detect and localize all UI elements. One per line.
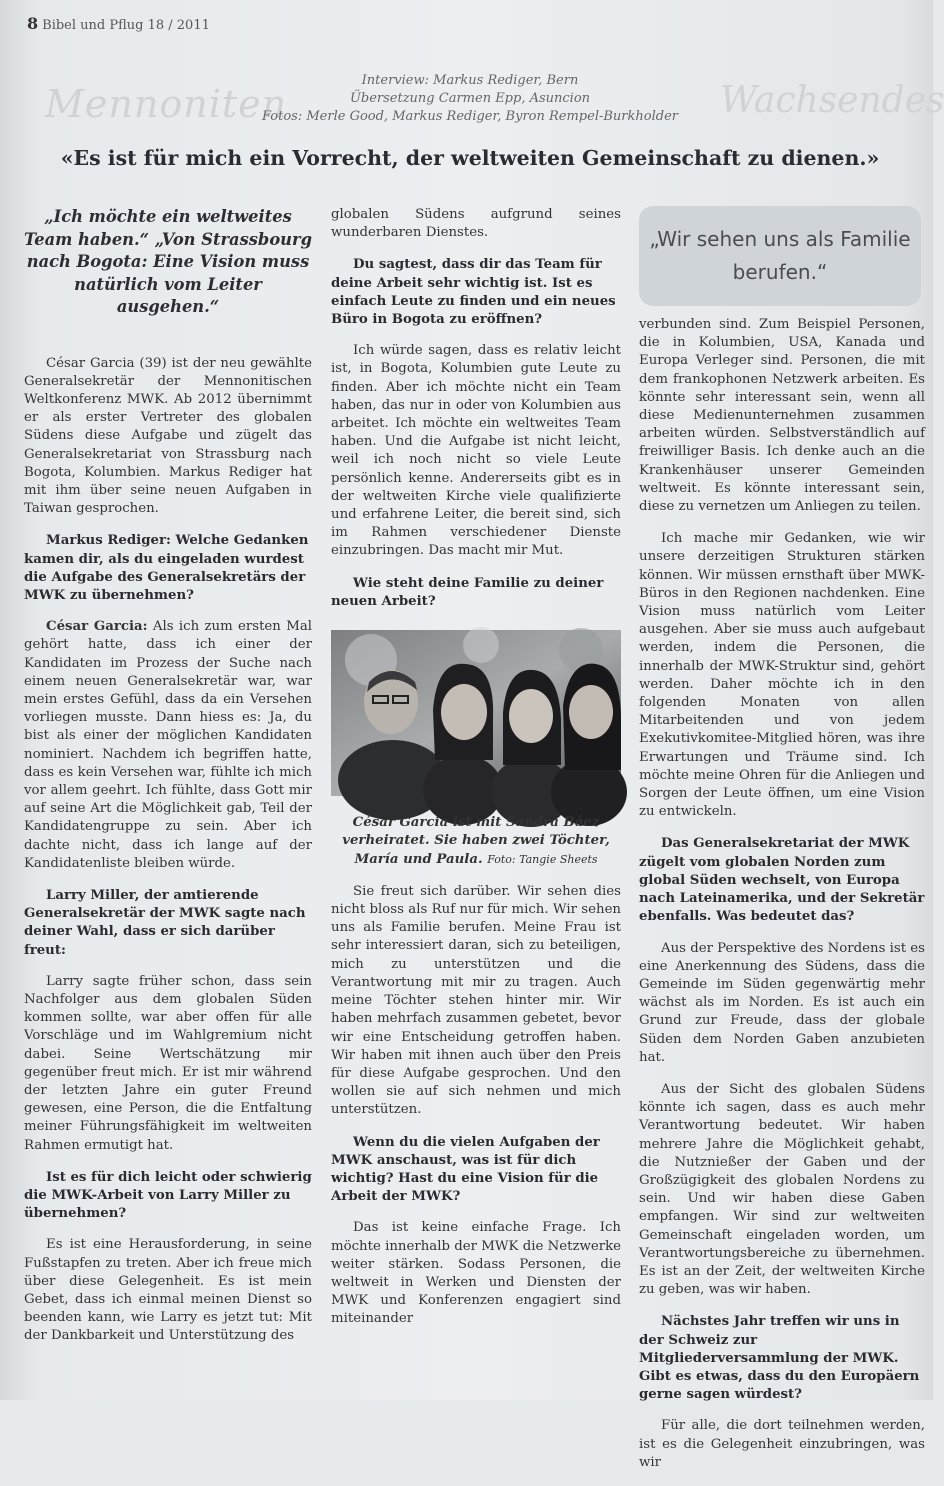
bleed-through-decoration: Mennoniten xyxy=(45,82,288,126)
page-header xyxy=(27,14,210,33)
photo-caption xyxy=(331,814,621,869)
answer-2: Larry sagte früher schon, dass sein Nachfolger aus dem globalen Süden kommen sollte, war aber offen für alle Vorschläge und im Wahlgremium nicht dabei. Seine Wertschätzung mir gegenüber freut mich. Er ist mir während der letzten Jahre ein guter Freund gewesen, eine Person, die die Entfaltung meiner Führungsfähigkeit im weltweiten Rahmen ermutigt hat. xyxy=(24,973,312,1153)
column-2 xyxy=(331,206,621,1343)
question-7: Das Generalsekretariat der MWK zügelt vom globalen Norden zum global Süden wechselt, von Europa nach Lateinamerika, und der Sekretär ebenfalls. Was bedeutet das? xyxy=(639,836,925,925)
question-3: Ist es für dich leicht oder schwierig die MWK-Arbeit von Larry Miller zu übernehmen? xyxy=(24,1169,312,1222)
page-number: 8 xyxy=(27,14,39,33)
credit-photos: Fotos: Merle Good, Markus Rediger, Byron Rempel-Burkholder xyxy=(262,109,678,124)
question-6: Wenn du die vielen Aufgaben der MWK anschaust, was ist für dich wichtig? Hast du eine Vision für die Arbeit der MWK? xyxy=(331,1134,600,1205)
photo-credit: Foto: Tangie Sheets xyxy=(487,852,598,866)
speaker-label: César Garcia: xyxy=(46,619,148,635)
continuation-text-3: verbunden sind. Zum Beispiel Personen, die in Kolumbien, USA, Kanada und Europa Verleger sind. Personen, die mit dem frankophonen Netzwerk arbeiten. Es könnte sehr interessant sein, wenn all diese Medienunternehmen zusammen arbeiten würden. Selbstverständlich auf freiwilliger Basis. Ich denke auch an die Krankenhäuser unserer Gemeinden weltweit. Es könnte interessant sein, diese zu vernetzen um Anliegen zu teilen. xyxy=(639,317,925,515)
answer-1-text: Als ich zum ersten Mal gehört hatte, dass ich einer der Kandidaten im Prozess der Suche nach einem neuen Generalsekretär war, war mein erstes Gefühl, dass da ein Versehen vorliegen musste. Dann hiess es: Ja, du bist als einer der möglichen Kandidaten nominiert. Nachdem ich begriffen hatte, dass es kein Versehen war, fühlte ich mich vor allem geehrt. Ich fühlte, dass Gott mir auf seine Art die Möglichkeit gab, Teil der Kandidatengruppe zu sein. Aber ich dachte nicht, dass ich lange auf der Kandidatenliste bleiben würde. xyxy=(24,619,312,871)
family-photo xyxy=(331,630,621,796)
answer-8: Für alle, die dort teilnehmen werden, ist es die Gelegenheit einzubringen, was wir xyxy=(639,1418,925,1470)
answer-4: Ich würde sagen, dass es relativ leicht ist, in Bogota, Kolumbien gute Leute zu finden. Aber ich möchte nicht ein Team haben, das nur in oder von Kolumbien aus arbeitet. Ich möchte ein weltweites Team haben. Und die Aufgabe ist nicht leicht, weil ich noch nicht so viele Leute persönlich kenne. Andererseits gibt es in der weltweiten Kirche viele qualifizierte und erfahrene Leiter, die bereit sind, sich im Rahmen verschiedener Dienste einzubringen. Das macht mir Mut. xyxy=(331,343,621,559)
question-2: Larry Miller, der amtierende Generalsekretär der MWK sagte nach deiner Wahl, dass er sich darüber freut: xyxy=(24,887,306,958)
credit-interview: Interview: Markus Rediger, Bern xyxy=(361,73,579,88)
pull-quote-box xyxy=(639,206,921,306)
question-1: Markus Rediger: Welche Gedanken kamen dir, als du eingeladen wurdest die Aufgabe des Generalsekretärs der MWK zu übernehmen? xyxy=(24,533,309,603)
credit-translation: Übersetzung Carmen Epp, Asuncion xyxy=(349,91,591,106)
question-5: Wie steht deine Familie zu deiner neuen Arbeit? xyxy=(331,575,604,609)
answer-7b: Aus der Sicht des globalen Südens könnte ich sagen, dass es auch mehr Verantwortung bedeutet. Wir haben mehrere Jahre die Möglichkeit gehabt, die Nutznießer der Gaben und der Großzügigkeit des globalen Nordens zu sein. Und wir haben diese Gaben empfangen. Wir sind zur weltweiten Gemeinschaft eingeladen worden, um Verantwortungsbereiche zu übernehmen. Es ist an der Zeit, der weltweiten Kirche zu geben, was wir haben. xyxy=(639,1081,925,1298)
bleed-through-decoration-right: Wachsendes xyxy=(720,80,944,121)
credits-block xyxy=(200,72,740,126)
column-1 xyxy=(24,206,312,1360)
continuation-text: globalen Südens aufgrund seines wunderbaren Dienstes. xyxy=(331,207,621,241)
intro-quote: „Ich möchte ein weltweites Team haben.“ „Von Strassbourg nach Bogota: Eine Vision muss natürlich vom Leiter ausgehen.“ xyxy=(24,207,312,316)
answer-6: Das ist keine einfache Frage. Ich möchte innerhalb der MWK die Netzwerke weiter stärken. Sodass Personen, die weltweit in Werken und Diensten der MWK und Konferenzen engagiert sind miteinander xyxy=(331,1220,621,1327)
lead-paragraph: César Garcia (39) ist der neu gewählte Generalsekretär der Mennonitischen Weltkonferenz MWK. Ab 2012 übernimmt er als erster Vertreter des globalen Südens diese Aufgabe und zügelt das Generalsekretariat von Strassburg nach Bogota, Kolumbien. Markus Rediger hat mit ihm über seine neuen Aufgaben in Taiwan gesprochen. xyxy=(24,355,312,517)
question-8: Nächstes Jahr treffen wir uns in der Schweiz zur Mitgliederversammlung der MWK. Gibt es etwas, dass du den Europäern gerne sagen würdest? xyxy=(639,1314,920,1403)
caption-text: César Garcia ist mit Sandra Báez verheiratet. Sie haben zwei Töchter, María und Paula. xyxy=(342,815,610,867)
answer-7: Aus der Perspektive des Nordens ist es eine Anerkennung des Südens, dass die Gemeinde im Süden gegenwärtig mehr wächst als im Norden. Es ist auch ein Grund zur Freude, dass der globale Süden dem Norden Gaben anzubieten hat. xyxy=(639,940,925,1065)
answer-5: Sie freut sich darüber. Wir sehen dies nicht bloss als Ruf nur für mich. Wir sehen uns als Familie berufen. Meine Frau ist sehr interessiert daran, sich zu beteiligen, mich zu unterstützen und die Verantwortung mit mir zu tragen. Auch meine Töchter stehen hinter mir. Wir haben mehrfach zusammen gebetet, bevor wir eine Entscheidung getroffen haben. Wir haben mit ihnen auch über den Preis für diese Aufgabe gesprochen. Und den wollen sie auf sich nehmen und mich unterstützen. xyxy=(331,883,621,1118)
pull-quote: „Wir sehen uns als Familie berufen.“ xyxy=(649,227,911,284)
answer-3: Es ist eine Herausforderung, in seine Fußstapfen zu treten. Aber ich freue mich über diese Gelegenheit. Es ist mein Gebet, dass ich einmal meinen Dienst so beenden kann, wie Larry es jetzt tut: Mit der Dankbarkeit und Unterstützung des xyxy=(24,1237,312,1344)
paragraph-structures: Ich mache mir Gedanken, wie wir unsere derzeitigen Strukturen stärken können. Wir müssen ernsthaft über MWK-Büros in den Regionen nachdenken. Eine Vision muss natürlich vom Leiter ausgehen. Aber sie muss auch aufgebaut werden, indem die Personen, die innerhalb der MWK-Struktur sind, gehört werden. Daher möchte ich in den folgenden Monaten von allen Mitarbeitenden und von jedem Exekutivkomitee-Mitglied hören, was ihre Erwartungen und Träume sind. Ich möchte meine Ohren für die Anliegen und Sorgen der Leute öffnen, um eine Vision zu entwickeln. xyxy=(639,531,925,820)
answer-1 xyxy=(24,618,312,873)
article-headline: «Es ist für mich ein Vorrecht, der weltweiten Gemeinschaft zu dienen.» xyxy=(60,146,880,170)
column-3 xyxy=(639,206,925,1486)
publication-name: Bibel und Pflug 18 / 2011 xyxy=(42,18,210,33)
question-4: Du sagtest, dass dir das Team für deine Arbeit sehr wichtig ist. Ist es einfach Leute zu finden und ein neues Büro in Bogota zu eröffnen? xyxy=(331,257,616,328)
